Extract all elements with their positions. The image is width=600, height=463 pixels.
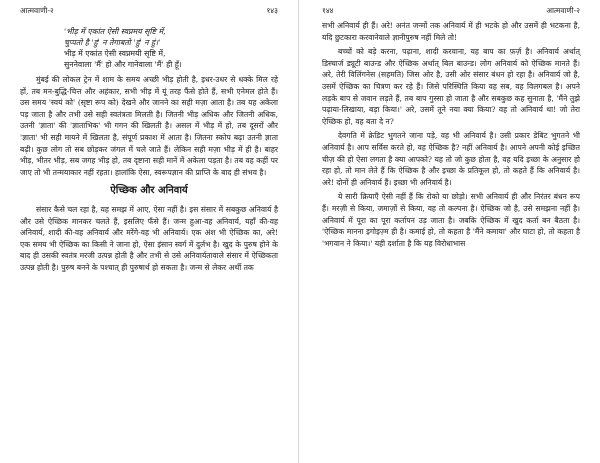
paragraph: देवगति में क्रेडिट भुगतने जाना पड़े, वह भी अनिवार्य है। उसी प्रकार डेबिट भुगतने भी अनिवार्य है। आप सर्विस करते हो, वह ऐच्छिक है? नहीं अनिवार्य है। आपने अपनी कोई इच्छित चीज़ की हो ऐसा लगता है क्या आपको? यह तो जो कुछ होता है, वह यदि इच्छा के अनुसार हो रहा हो, तो मान लेते हैं कि ऐच्छिक है और इच्छा के प्रतिकूल हो, तो कहते हैं कि अनिवार्य है। अरे! दोनों ही अनिवार्य हैं। इच्छा भी अनिवार्य है। — [322, 131, 580, 187]
left-page-body — [6, 26, 292, 274]
paragraph: बच्चों को बड़े करना, पढ़ाना, शादी करवाना, यह बाप का फ़र्ज़ है। अनिवार्य अर्थात् डिस्चार्ज ड्यूटी बाउन्ड और ऐच्छिक अर्थात् बिल बाउन्ड। लोग अनिवार्य को ऐच्छिक मानते हैं। अरे, तेरी विलिंगनेस (सहमति) जिस ओर है, उसी ओर संसार बंधन हो रहा है। अनिवार्य जो है, उसमें ऐच्छिक का चित्रण कर रहे हैं। जिसे परिस्थिति किया वह सब, वह विलगबल है। अपने लड़के बाप से जवान लड़ते हैं, तब बाप गुस्सा हो जाता है और सबकुछ कह सुनाता है, 'मैंने तुझे पढ़ाया-लिखाया, बड़ा किया।' अरे, उसमें तूने नया क्या किया? वह तो अनिवार्य था! जो तेरा ऐच्छिक हो, वह बता दे न? — [322, 47, 580, 126]
right-page — [308, 0, 594, 463]
right-running-title: आत्मवाणी-२ — [546, 6, 580, 15]
right-page-body — [308, 20, 594, 249]
verse-line: 'भीड़ में एकांत ऐसी स्वप्नमय सृष्टि में, — [64, 27, 166, 36]
verse-line: भीड़ में एकांत ऐसी स्वप्नमयी सृष्टि में, — [64, 49, 166, 58]
left-page — [6, 0, 292, 463]
verse-block — [64, 26, 278, 70]
verse-line: सुननेवाला 'मैं' हो और गानेवाला 'मैं' ही हूँ। — [64, 60, 182, 69]
verse-line: चुप्पतो है 'हुं' न तेगाबतो 'हुं' न हुं।' — [64, 38, 161, 47]
section-heading: ऐच्छिक और अनिवार्य — [110, 185, 188, 197]
paragraph: ये सारी क्रियाएँ ऐसी नहीं हैं कि रोको या छोड़ो। सभी अनिवार्य ही और निरंतर बंधन रूप हैं। मरज़ी से किया, जमाज़ों से किया, वह तो कल्पना है। ऐच्छिक जो है, उसे समझना नहीं है। अनिवार्य में पूरा का पूरा कर्तापन उड़ जाता है। जबकि ऐच्छिक में खुद कर्ता बन बैठता है। 'ऐच्छिक मानना इगोइज़्म ही है। कमाई हो, तो कहता है 'मैंने कमाया' और घाटा हो, तो कहता है 'भगवान ने किया।' यही दर्शाता है कि यह विरोधाभास — [322, 192, 580, 248]
left-page-number: १४३ — [266, 6, 278, 15]
paragraph: सभी अनिवार्य ही हैं। अरे! अनंत जन्मों तक अनिवार्य में ही भटके हो और उसमें ही भटकना है, यदि छुटकारा करवानेवाले ज्ञानीपुरुष नहीं मिले तो! — [322, 21, 580, 42]
paragraph: मुंबई की लोकल ट्रेन में शाम के समय अच्छी भीड़ होती है, इधर-उधर से धक्के मिल रहे हों, तब मन-बुद्धि-चित्त और अहंकार, सभी भीड़ में यूं तरह फैंसे होते हैं, सभी एनेमल होते हैं। उस समय 'स्वयं को' (सृष्टा रूप को) देखने और जानने का सही मज़ा आता है। तब यह अकेला पड़ जाता है और तभी उसे सही स्वतंत्रता मिलती है। जितनी भीड़ अधिक और जितनी अधिक, उतनी 'ज्ञाता' की 'ज्ञाताभिक' भी गगन की खिलती है। असल में भीड़ में हो, तब दूसरों और 'ज्ञाता' भी सही मायने में खिलता है, संपूर्ण प्रकाश में आता है। जितना स्कोप बढ़ा उतनी ज्ञाता बढ़ी। कुछ लोग तो सब छोड़कर जंगल में चले जाते हैं। लेकिन सही मज़ा भीड़ में ही है। बाहर भीड़, भीतर भीड़, सब जगह भीड़ हो, तब दृष्टाना सही मानें में अकेला पड़ता है। तब वह कहीं पर जाए तो भी तन्मयाकार नहीं रहता। हालांकि ऐसा, स्वरूपज्ञान की प्राप्ति के बाद ही संभव है। — [20, 75, 278, 177]
page-gutter — [298, 0, 299, 463]
left-running-title: आत्मवाणी-२ — [20, 6, 54, 15]
left-running-head — [6, 6, 292, 20]
paragraph: संसार कैसे चल रहा है, यह समझ में आए, ऐसा नहीं है। इस संसार में सबकुछ अनिवार्य है और उसे ऐच्छिक मानकर चलते हैं, इसलिए फँसे हैं। जन्म हुआ-वह अनिवार्य, यहाँ की-वह अनिवार्य, शादी की-वह अनिवार्य और मरेंगे-वह भी अनिवार्य। एक अंश भी ऐच्छिक का, अरे! एक समय भी ऐच्छिक का किसी ने जाना हो, ऐसा इंसान स्वर्ग में दुर्लभ है। खुद के पुरुष होने के बाद ही उसकी स्वतंत्र मरजी उत्पन्न होती है और तभी से उसे अनिवार्यतावाले संसार में ऐच्छिकता उत्पन्न होती है। पुरुष बनने के पश्चात् ही पुरुषार्थ हो सकता है। जन्म से लेकर अर्थी तक — [20, 204, 278, 272]
right-page-number: १४४ — [322, 6, 334, 15]
right-running-head — [308, 6, 594, 20]
